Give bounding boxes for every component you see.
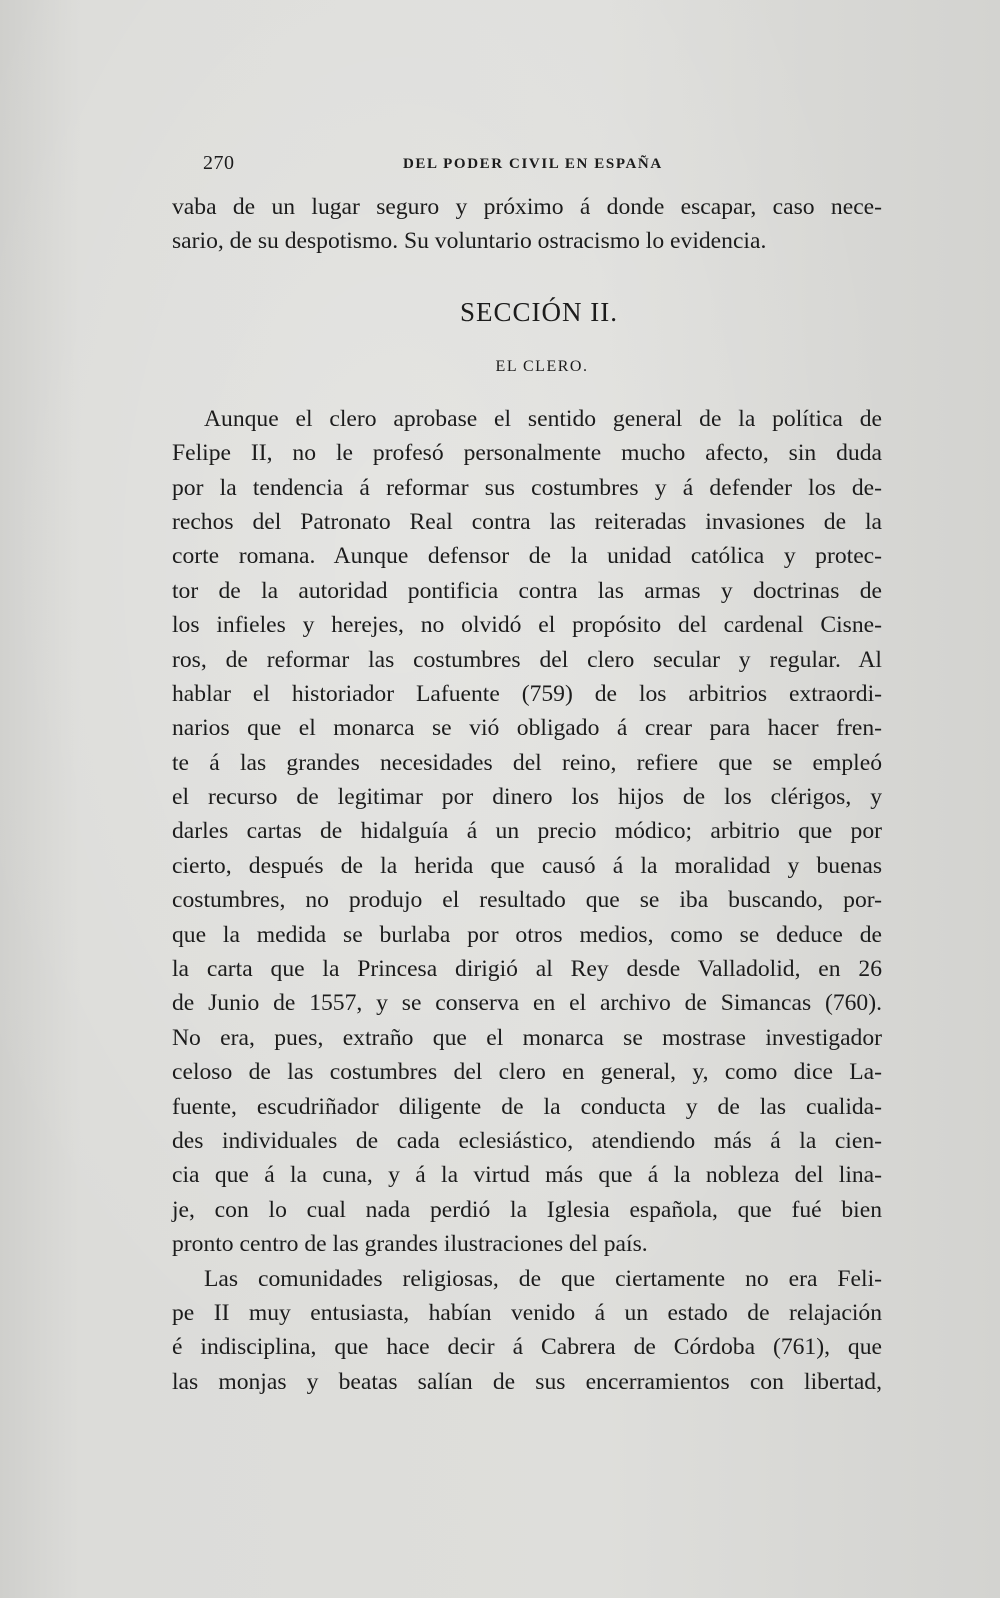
text-line: cia que á la cuna, y á la virtud más que á la nobleza del lina- bbox=[172, 1162, 882, 1189]
text-line: celoso de las costumbres del clero en general, y, como dice La- bbox=[172, 1059, 882, 1086]
text-line: te á las grandes necesidades del reino, refiere que se empleó bbox=[172, 749, 882, 776]
section-title: SECCIÓN II. bbox=[460, 296, 618, 327]
text-line: No era, pues, extraño que el monarca se mostrase investigador bbox=[172, 1024, 882, 1051]
text-line: Felipe II, no le profesó personalmente mucho afecto, sin duda bbox=[172, 440, 882, 467]
text-line: Las comunidades religiosas, de que ciertamente no era Feli- bbox=[204, 1265, 882, 1292]
running-head: DEL PODER CIVIL EN ESPAÑA bbox=[403, 156, 663, 172]
text-line: des individuales de cada eclesiástico, atendiendo más á la cien- bbox=[172, 1127, 882, 1154]
text-line: costumbres, no produjo el resultado que se iba buscando, por- bbox=[172, 887, 882, 914]
text-line: la carta que la Princesa dirigió al Rey desde Valladolid, en 26 bbox=[172, 956, 882, 983]
text-line: fuente, escudriñador diligente de la conducta y de las cualida- bbox=[172, 1093, 882, 1120]
text-line: tor de la autoridad pontificia contra las armas y doctrinas de bbox=[172, 577, 882, 604]
text-line: ros, de reformar las costumbres del clero secular y regular. Al bbox=[172, 646, 882, 673]
text-line: pronto centro de las grandes ilustraciones del país. bbox=[172, 1231, 648, 1258]
text-line: cierto, después de la herida que causó á la moralidad y buenas bbox=[172, 852, 882, 879]
text-line: hablar el historiador Lafuente (759) de los arbitrios extraordi- bbox=[172, 680, 882, 707]
text-line: sario, de su despotismo. Su voluntario ostracismo lo evidencia. bbox=[172, 228, 767, 255]
text-line: je, con lo cual nada perdió la Iglesia española, que fué bien bbox=[172, 1196, 882, 1223]
body-text bbox=[172, 190, 882, 1399]
section-subtitle: EL CLERO. bbox=[495, 357, 589, 375]
text-line: narios que el monarca se vió obligado á crear para hacer fren- bbox=[172, 715, 882, 742]
text-line: las monjas y beatas salían de sus encerramientos con libertad, bbox=[172, 1368, 882, 1395]
text-line: por la tendencia á reformar sus costumbres y á defender los de- bbox=[172, 474, 882, 501]
page-number: 270 bbox=[203, 152, 235, 174]
text-line: darles cartas de hidalguía á un precio módico; arbitrio que por bbox=[172, 818, 882, 845]
paragraph-2 bbox=[172, 1262, 882, 1400]
text-line: de Junio de 1557, y se conserva en el archivo de Simancas (760). bbox=[172, 990, 882, 1017]
text-line: corte romana. Aunque defensor de la unidad católica y protec- bbox=[172, 543, 882, 570]
text-line: é indisciplina, que hace decir á Cabrera de Córdoba (761), que bbox=[172, 1334, 882, 1361]
paragraph-1 bbox=[172, 402, 882, 1262]
text-line: pe II muy entusiasta, habían venido á un estado de relajación bbox=[172, 1299, 882, 1326]
text-line: el recurso de legitimar por dinero los hijos de los clérigos, y bbox=[172, 784, 882, 811]
page-header bbox=[203, 152, 873, 182]
text-line: que la medida se burlaba por otros medios, como se deduce de bbox=[172, 921, 882, 948]
text-line: los infieles y herejes, no olvidó el propósito del cardenal Cisne- bbox=[172, 612, 882, 639]
text-line: vaba de un lugar seguro y próximo á donde escapar, caso nece- bbox=[172, 194, 882, 220]
text-line: rechos del Patronato Real contra las reiteradas invasiones de la bbox=[172, 508, 882, 535]
text-line: Aunque el clero aprobase el sentido general de la política de bbox=[204, 405, 882, 432]
